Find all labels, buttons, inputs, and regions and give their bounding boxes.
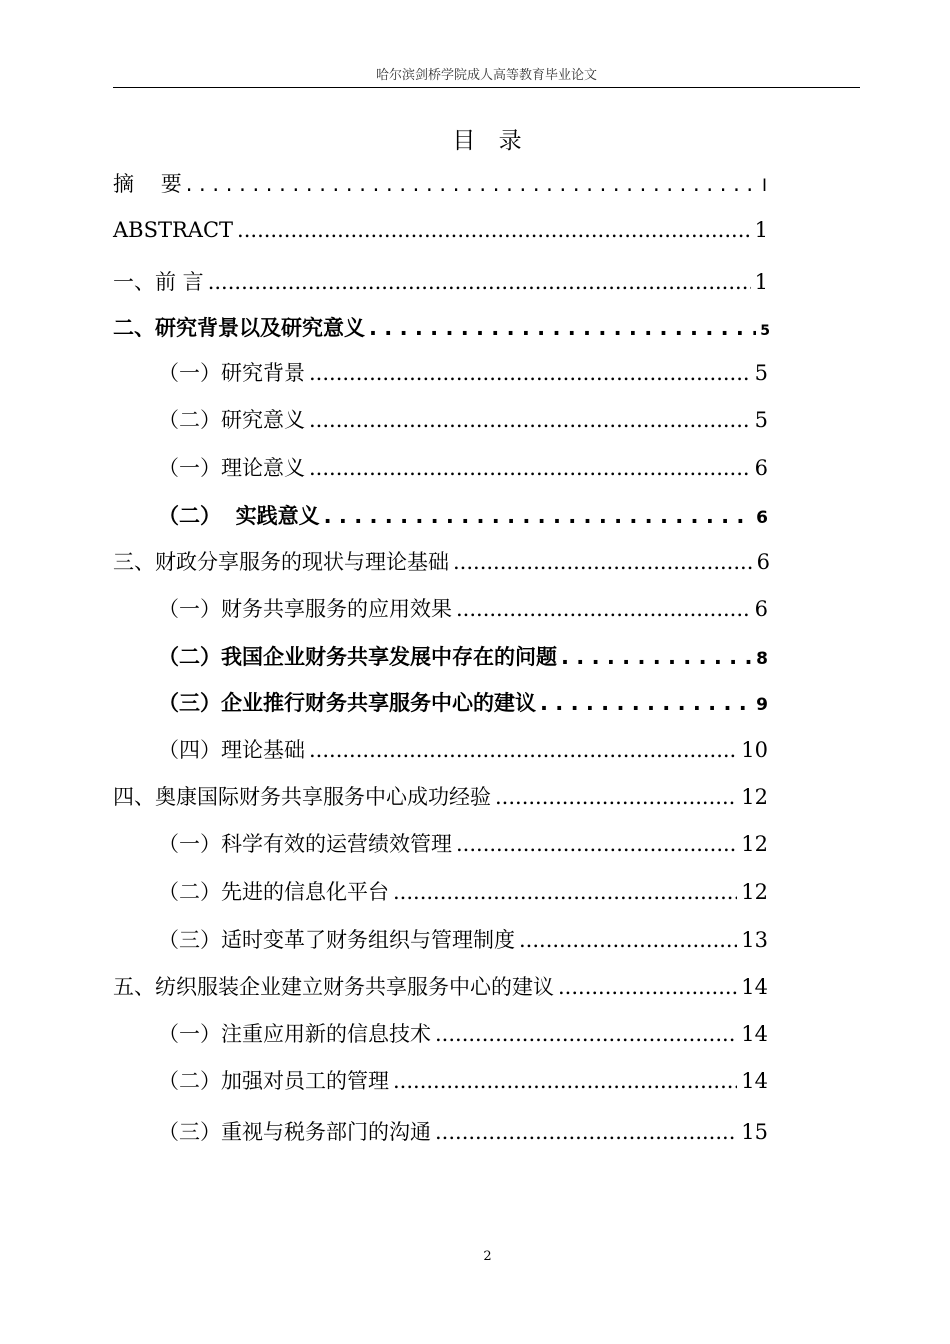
toc-entry-label: （二） 实践意义 <box>158 504 320 528</box>
toc-entry-section[interactable] <box>158 357 768 387</box>
toc-entry-label: （三）企业推行财务共享服务中心的建议 <box>158 691 536 715</box>
toc-entry-section[interactable] <box>158 1116 768 1146</box>
toc-entry-section[interactable] <box>158 452 768 482</box>
toc-page-number: 13 <box>741 928 768 952</box>
toc-entry-label: （一）科学有效的运营绩效管理 <box>158 832 452 856</box>
toc-page-number: 14 <box>741 1069 768 1093</box>
toc-entry-chapter-4[interactable] <box>113 781 768 811</box>
toc-entry-label: 摘 要 <box>113 172 182 196</box>
toc-leader-dots <box>561 645 752 669</box>
toc-entry-label: 四、奥康国际财务共享服务中心成功经验 <box>113 785 491 809</box>
toc-entry-section[interactable] <box>158 876 768 906</box>
toc-page-number: 6 <box>754 597 768 621</box>
toc-leader-dots <box>393 880 737 904</box>
toc-entry-section[interactable] <box>158 641 768 671</box>
toc-entry-label: ABSTRACT <box>113 218 234 242</box>
toc-page-number: 5 <box>754 361 768 385</box>
toc-leader-dots <box>558 975 737 999</box>
toc-entry-label: （一）财务共享服务的应用效果 <box>158 597 452 621</box>
toc-entry-label: （一）注重应用新的信息技术 <box>158 1022 431 1046</box>
toc-page-number: 6 <box>754 456 768 480</box>
toc-page-number: 8 <box>756 649 768 669</box>
toc-leader-dots <box>309 456 751 480</box>
toc-entry-label: （二）加强对员工的管理 <box>158 1069 389 1093</box>
toc-entry-chapter-5[interactable] <box>113 971 768 1001</box>
page-number-footer: 2 <box>483 1249 492 1264</box>
toc-leader-dots <box>186 172 758 196</box>
toc-entry-label: 五、纺织服装企业建立财务共享服务中心的建议 <box>113 975 554 999</box>
toc-leader-dots <box>309 408 751 432</box>
toc-leader-dots <box>237 218 751 242</box>
toc-leader-dots <box>456 832 737 856</box>
toc-leader-dots <box>456 597 751 621</box>
toc-page-number: 5 <box>760 323 770 339</box>
toc-entry-section[interactable] <box>158 924 768 954</box>
toc-entry-label: （三）重视与税务部门的沟通 <box>158 1120 431 1144</box>
toc-entry-label: （二）我国企业财务共享发展中存在的问题 <box>158 645 557 669</box>
toc-leader-dots <box>369 316 756 340</box>
toc-entry-label: 三、财政分享服务的现状与理论基础 <box>113 550 449 574</box>
toc-entry-abstract-cn[interactable] <box>113 168 767 198</box>
toc-leader-dots <box>309 738 737 762</box>
toc-page-number: 12 <box>741 880 768 904</box>
toc-page-number: 5 <box>754 408 768 432</box>
toc-page-number: 12 <box>741 832 768 856</box>
toc-entry-section[interactable] <box>158 500 768 530</box>
toc-entry-label: （三）适时变革了财务组织与管理制度 <box>158 928 515 952</box>
toc-entry-section[interactable] <box>158 593 768 623</box>
toc-page-number: 6 <box>756 508 768 528</box>
toc-leader-dots <box>435 1022 737 1046</box>
toc-leader-dots <box>453 550 753 574</box>
toc-page-number: 12 <box>741 785 768 809</box>
toc-page-number: 1 <box>754 218 768 242</box>
toc-entry-chapter-3[interactable] <box>113 546 770 576</box>
toc-leader-dots <box>540 691 752 715</box>
toc-leader-dots <box>324 504 753 528</box>
toc-page-number: 14 <box>741 975 768 999</box>
toc-entry-section[interactable] <box>158 404 768 434</box>
toc-leader-dots <box>309 361 751 385</box>
toc-leader-dots <box>435 1120 737 1144</box>
toc-leader-dots <box>208 270 751 294</box>
toc-entry-label: （二）先进的信息化平台 <box>158 880 389 904</box>
toc-leader-dots <box>519 928 737 952</box>
toc-entry-label: （一）研究背景 <box>158 361 305 385</box>
toc-page-number: 1 <box>754 270 768 294</box>
toc-entry-section[interactable] <box>158 1018 768 1048</box>
toc-entry-label: （四）理论基础 <box>158 738 305 762</box>
toc-entry-section[interactable] <box>158 734 768 764</box>
toc-entry-label: （一）理论意义 <box>158 456 305 480</box>
toc-entry-label: 一、前 言 <box>113 270 204 294</box>
toc-entry-label: 二、研究背景以及研究意义 <box>113 316 365 340</box>
toc-leader-dots <box>495 785 737 809</box>
toc-entry-section[interactable] <box>158 828 768 858</box>
toc-entry-section[interactable] <box>158 687 768 717</box>
toc-entry-label: （二）研究意义 <box>158 408 305 432</box>
toc-entry-chapter-2[interactable] <box>113 312 770 342</box>
running-header: 哈尔滨剑桥学院成人高等教育毕业论文 <box>375 68 597 83</box>
toc-entry-abstract-en[interactable] <box>113 218 768 242</box>
toc-page-number: 15 <box>741 1120 768 1144</box>
toc-entry-preface[interactable] <box>113 266 768 296</box>
toc-page-number: 9 <box>756 695 768 715</box>
toc-leader-dots <box>393 1069 737 1093</box>
toc-page-number: I <box>761 176 767 196</box>
toc-title: 目 录 <box>452 128 530 154</box>
toc-page-number: 14 <box>741 1022 768 1046</box>
header-rule <box>113 87 860 88</box>
toc-entry-section[interactable] <box>158 1065 768 1095</box>
toc-page-number: 6 <box>756 550 770 574</box>
toc-page-number: 10 <box>741 738 768 762</box>
